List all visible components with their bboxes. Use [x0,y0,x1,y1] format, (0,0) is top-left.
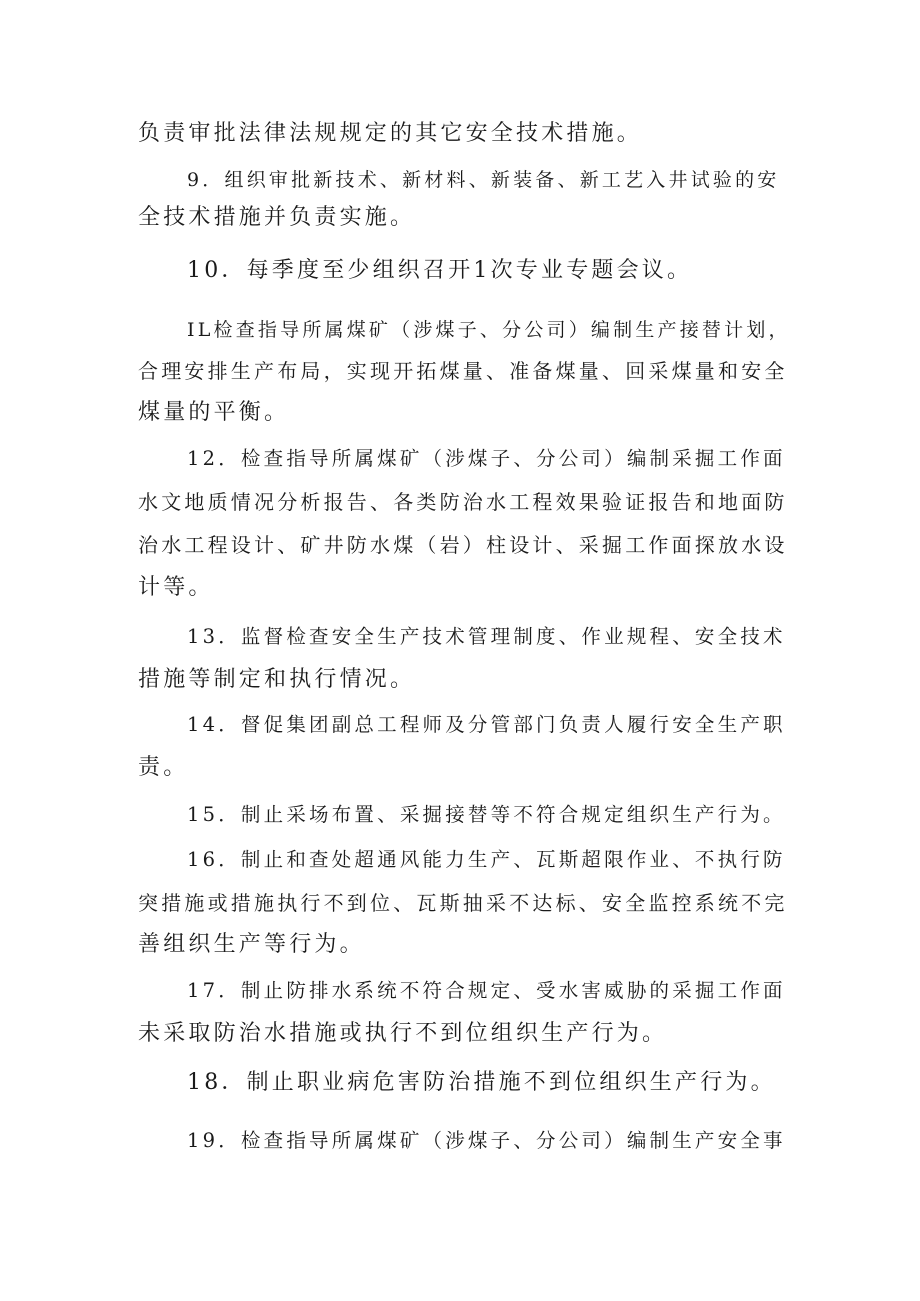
text-line: 全技术措施并负责实施。 [138,205,416,230]
text-line: 责。 [138,755,189,780]
text-line: 措施等制定和执行情况。 [138,667,416,692]
text-line: 煤量的平衡。 [138,400,290,425]
text-line: 水文地质情况分析报告、各类防治水工程效果验证报告和地面防 [138,490,788,514]
text-line: 负责审批法律法规规定的其它安全技术措施。 [138,121,643,146]
text-line: 14．督促集团副总工程师及分管部门负责人履行安全生产职 [187,713,786,736]
text-line: 9．组织审批新技术、新材料、新装备、新工艺入井试验的安 [187,169,780,191]
text-line: 突措施或措施执行不到位、瓦斯抽采不达标、安全监控系统不完 [138,891,788,915]
text-line: 计等。 [138,575,214,600]
text-line: 合理安排生产布局，实现开拓煤量、准备煤量、回采煤量和安全 [138,359,788,383]
text-line: 治水工程设计、矿井防水煤（岩）柱设计、采掘工作面探放水设 [138,533,788,557]
text-line: 善组织生产等行为。 [138,932,365,957]
text-line: 16．制止和查处超通风能力生产、瓦斯超限作业、不执行防 [187,848,786,871]
text-line: 18．制止职业病危害防治措施不到位组织生产行为。 [187,1070,776,1095]
text-line: 未采取防治水措施或执行不到位组织生产行为。 [138,1021,668,1046]
text-line: 12．检查指导所属煤矿（涉煤子、分公司）编制采掘工作面 [187,447,786,470]
text-line: IL检查指导所属煤矿（涉煤子、分公司）编制生产接替计划， [187,319,791,341]
text-line: 15．制止采场布置、采掘接替等不符合规定组织生产行为。 [187,803,786,826]
text-line: 13．监督检查安全生产技术管理制度、作业规程、安全技术 [187,625,786,648]
text-line: 17．制止防排水系统不符合规定、受水害威胁的采掘工作面 [187,979,786,1002]
text-line: 10．每季度至少组织召开1次专业专题会议。 [187,258,693,283]
text-line: 19．检查指导所属煤矿（涉煤子、分公司）编制生产安全事 [187,1129,786,1152]
